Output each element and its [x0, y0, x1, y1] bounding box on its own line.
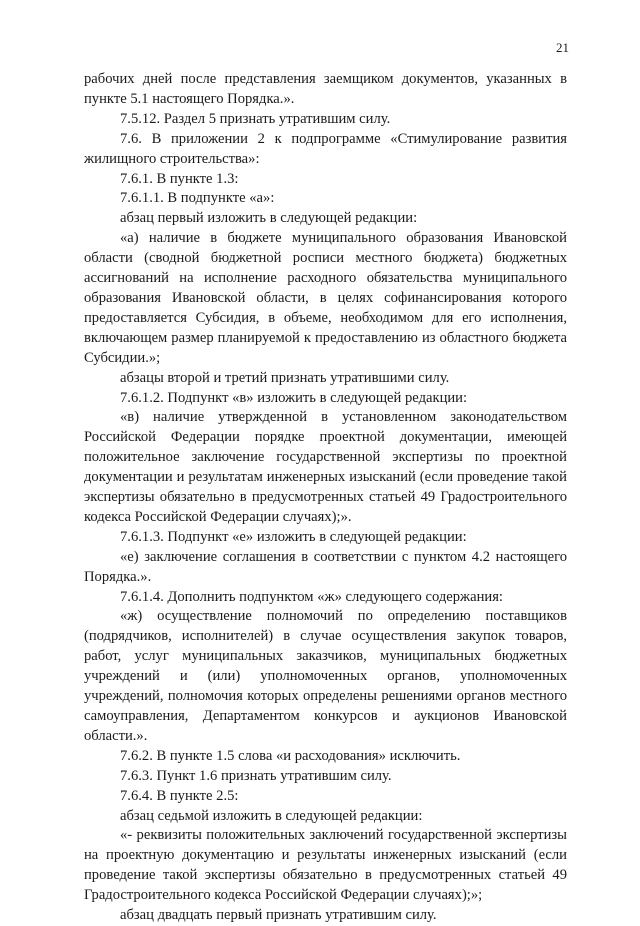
document-body: [84, 70, 567, 926]
paragraph-subitem-a: «а) наличие в бюджете муниципального образования Ивановской области (сводной бюджетной росписи местного бюджета) бюджетных ассигнований на исполнение расходного обязательства муниципального образования Ивановской области, в целях софинансирования которого предоставляется Субсидия, в объеме, необходимом для его исполнения, включающем размер планируемой к предоставлению из областного бюджета Субсидии.»;: [84, 230, 567, 366]
paragraph-twenty-first-abzac: абзац двадцать первый признать утратившим силу.: [120, 907, 437, 924]
paragraph-7-6-4: 7.6.4. В пункте 2.5:: [120, 787, 239, 804]
paragraph-subitem-zh: «ж) осуществление полномочий по определению поставщиков (подрядчиков, исполнителей) в случае осуществления закупок товаров, работ, услуг муниципальных заказчиков, муниципальных бюджетных учреждений и (или) уполномоченных органов, уполномоченных учреждений, полномочия которых определены решениями органов местного самоуправления, Департаментом конкурсов и аукционов Ивановской области.».: [84, 608, 567, 744]
paragraph-requisites: «- реквизиты положительных заключений государственной экспертизы на проектную документацию и результаты инженерных изысканий (если проведение такой экспертизы обязательно в предусмотренных статьей 49 Градостроительного кодекса Российской Федерации случаях);»;: [84, 827, 567, 904]
paragraph-7-6-1-3: 7.6.1.3. Подпункт «е» изложить в следующей редакции:: [120, 528, 467, 545]
paragraph-7-6-1-1: 7.6.1.1. В подпункте «а»:: [120, 190, 275, 207]
paragraph-abzacs-2-3: абзацы второй и третий признать утратившими силу.: [120, 369, 450, 386]
paragraph-7-6: 7.6. В приложении 2 к подпрограмме «Стимулирование развития жилищного строительства»:: [84, 130, 567, 167]
paragraph-7-6-2: 7.6.2. В пункте 1.5 слова «и расходования» исключить.: [120, 747, 461, 764]
paragraph-7-6-1-2: 7.6.1.2. Подпункт «в» изложить в следующей редакции:: [120, 389, 468, 406]
paragraph-7-6-1: 7.6.1. В пункте 1.3:: [120, 170, 239, 187]
paragraph-subitem-v: «в) наличие утвержденной в установленном законодательством Российской Федерации порядке проектной документации, имеющей положительное заключение государственной экспертизы по проектной документации и результатам инженерных изысканий (если проведение такой экспертизы обязательно в предусмотренных статьей 49 Градостроительного кодекса Российской Федерации случаях);».: [84, 409, 567, 525]
paragraph-7-5-12: 7.5.12. Раздел 5 признать утратившим силу.: [120, 110, 391, 127]
paragraph-continuation: рабочих дней после представления заемщиком документов, указанных в пункте 5.1 настоящего Порядка.».: [84, 71, 567, 107]
page-number: 21: [556, 40, 569, 55]
paragraph-seventh-abzac: абзац седьмой изложить в следующей редакции:: [120, 807, 423, 824]
paragraph-7-6-3: 7.6.3. Пункт 1.6 признать утратившим силу.: [120, 767, 392, 784]
paragraph-subitem-e: «е) заключение соглашения в соответствии с пунктом 4.2 настоящего Порядка.».: [84, 548, 567, 585]
paragraph-first-abzac: абзац первый изложить в следующей редакции:: [120, 210, 418, 227]
paragraph-7-6-1-4: 7.6.1.4. Дополнить подпунктом «ж» следующего содержания:: [120, 588, 503, 605]
